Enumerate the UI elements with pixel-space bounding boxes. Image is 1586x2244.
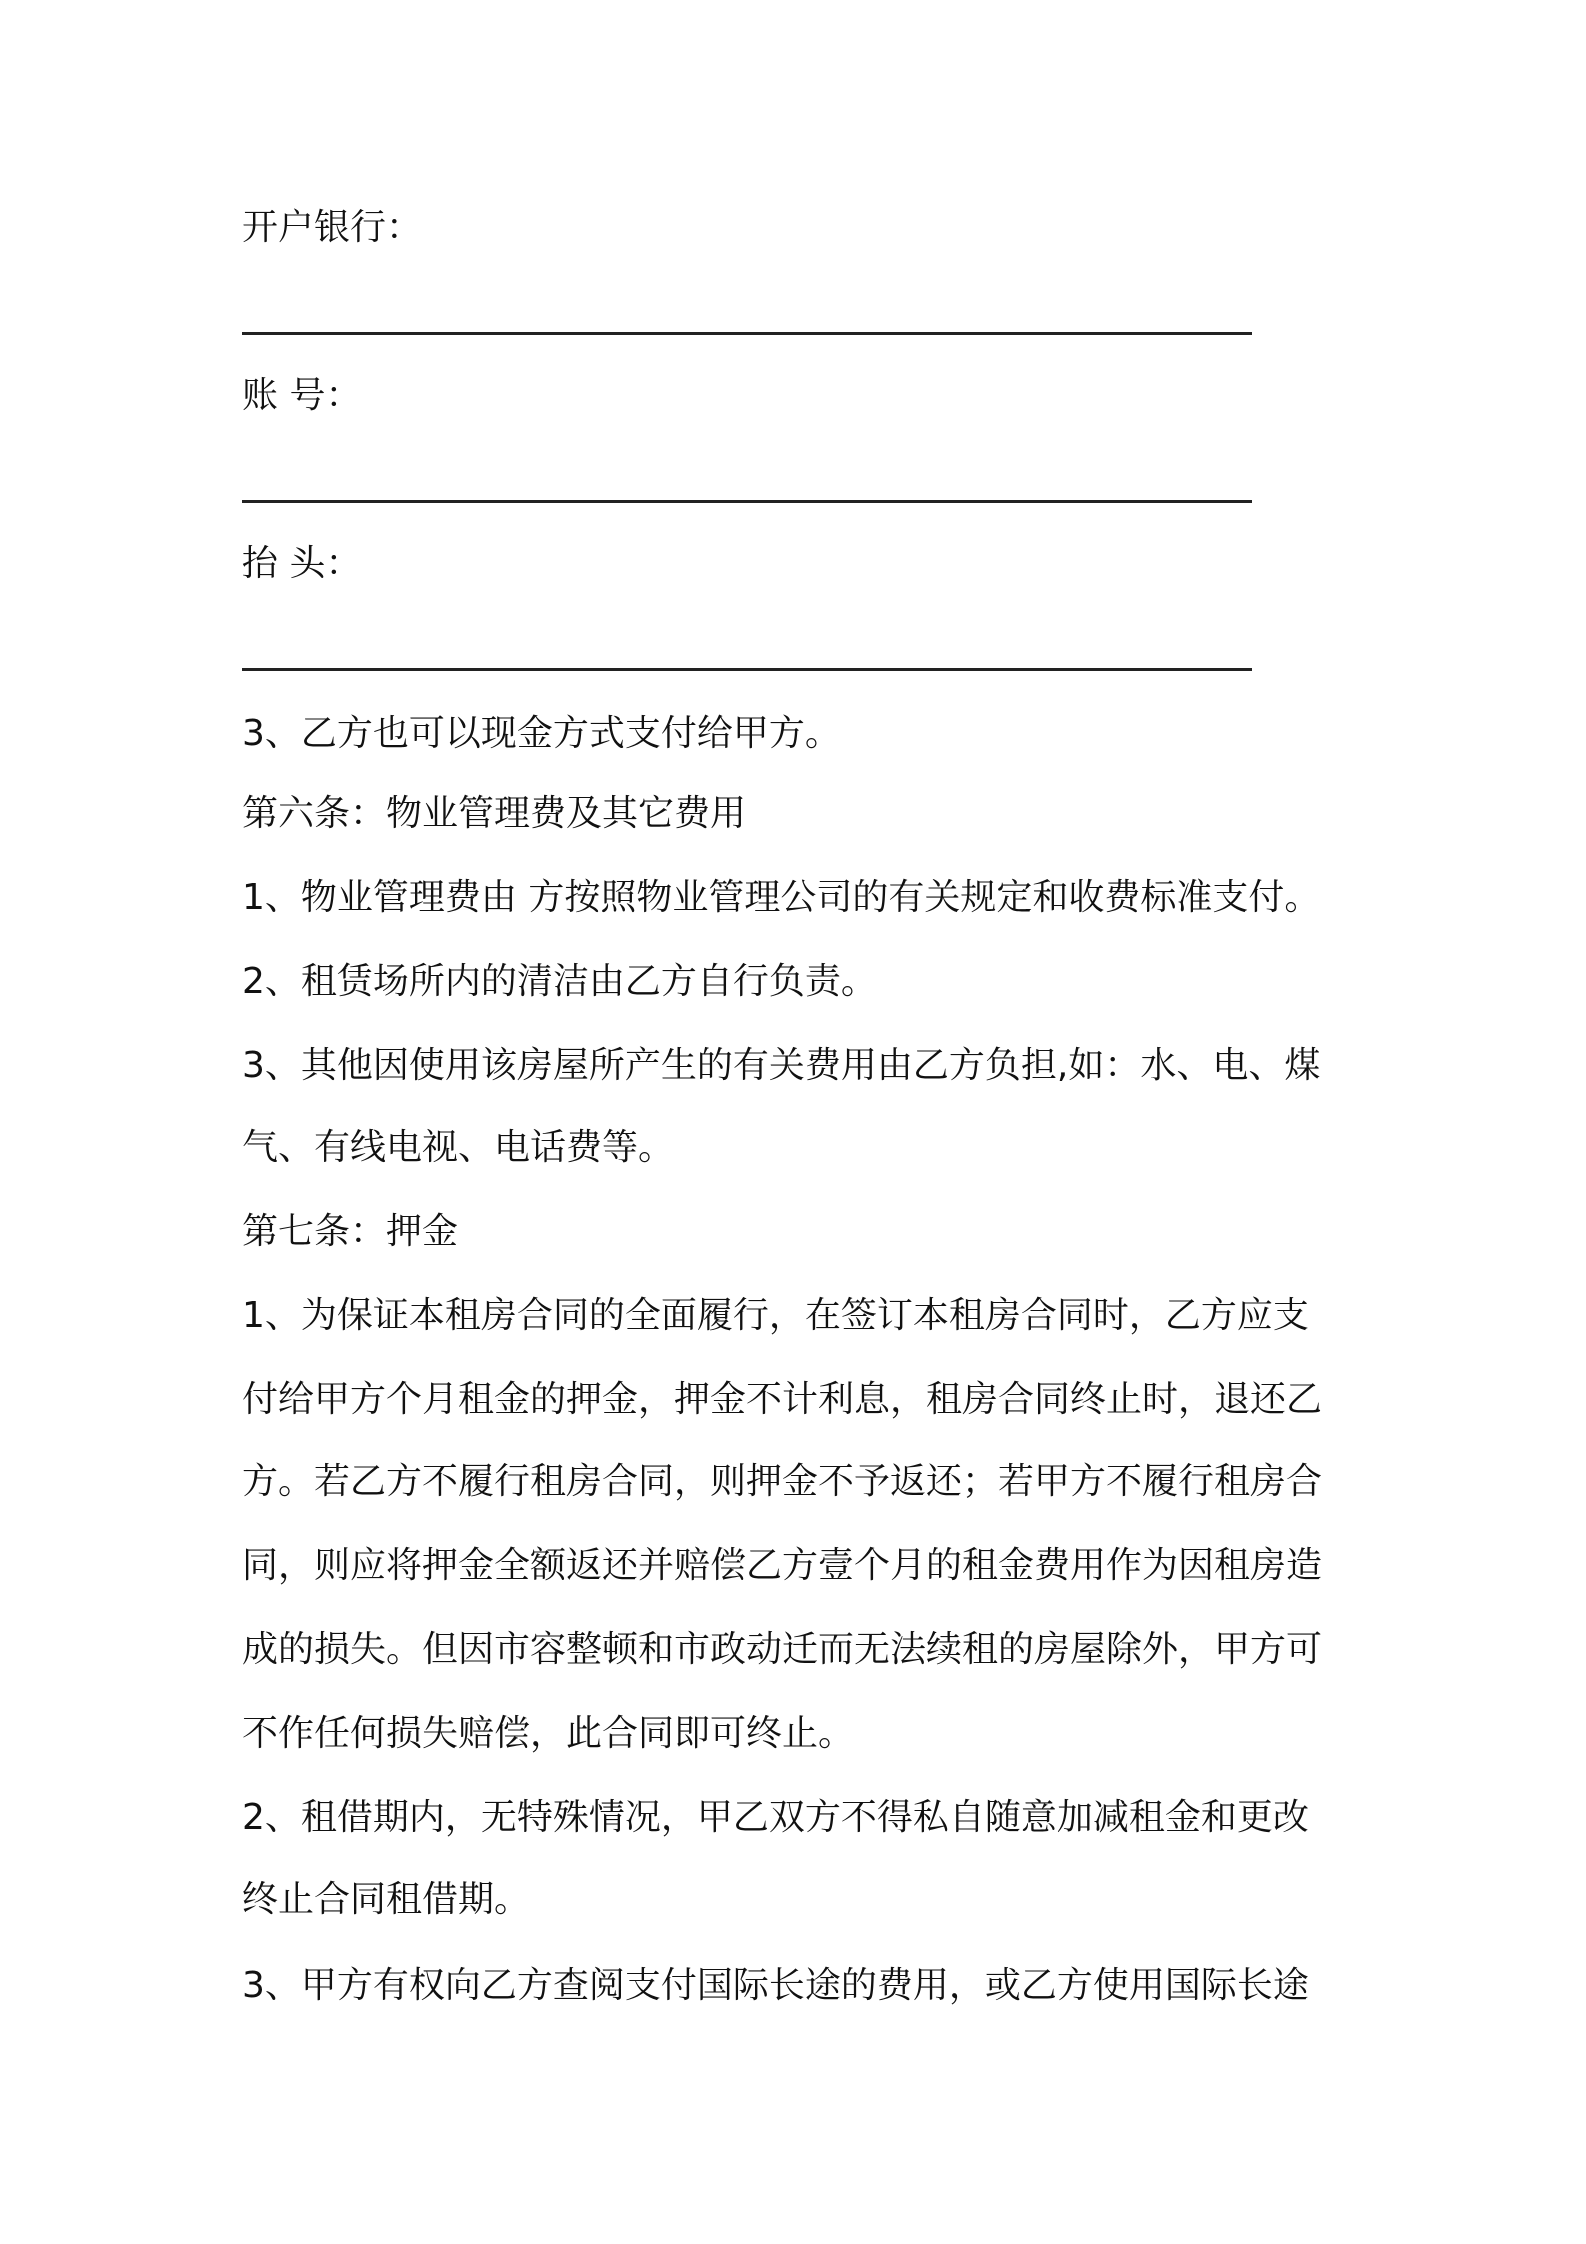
account-fill-line <box>242 500 1252 503</box>
clause-text: 终止合同租借期。 <box>242 1879 531 1920</box>
clause-text: 1、为保证本租房合同的全面履行，在签订本租房合同时，乙方应支 <box>242 1295 1309 1336</box>
clause-text: 成的损失。但因市容整顿和市政动迁而无法续租的房屋除外，甲方可 <box>242 1629 1323 1670</box>
clause-text: 2、租借期内，无特殊情况，甲乙双方不得私自随意加减租金和更改 <box>242 1797 1309 1838</box>
clause-text: 气、有线电视、电话费等。 <box>242 1127 675 1168</box>
article-heading: 第七条：押金 <box>242 1211 459 1252</box>
bank-fill-line <box>242 332 1252 335</box>
bank-label: 开户银行： <box>242 207 423 248</box>
clause-text: 2、租赁场所内的清洁由乙方自行负责。 <box>242 961 877 1002</box>
clause-text: 方。若乙方不履行租房合同，则押金不予返还；若甲方不履行租房合 <box>242 1461 1323 1502</box>
clause-text: 3、乙方也可以现金方式支付给甲方。 <box>242 713 841 754</box>
clause-text: 3、其他因使用该房屋所产生的有关费用由乙方负担,如：水、电、煤 <box>242 1045 1321 1086</box>
payee-label: 抬 头： <box>242 543 362 584</box>
clause-text: 3、甲方有权向乙方查阅支付国际长途的费用，或乙方使用国际长途 <box>242 1965 1309 2006</box>
clause-text: 付给甲方个月租金的押金，押金不计利息，租房合同终止时，退还乙 <box>242 1379 1323 1420</box>
payee-fill-line <box>242 668 1252 671</box>
article-heading: 第六条：物业管理费及其它费用 <box>242 793 747 834</box>
account-label: 账 号： <box>242 375 362 416</box>
clause-text: 同，则应将押金全额返还并赔偿乙方壹个月的租金费用作为因租房造 <box>242 1545 1323 1586</box>
clause-text: 不作任何损失赔偿，此合同即可终止。 <box>242 1713 855 1754</box>
clause-text: 1、物业管理费由 方按照物业管理公司的有关规定和收费标准支付。 <box>242 877 1321 918</box>
